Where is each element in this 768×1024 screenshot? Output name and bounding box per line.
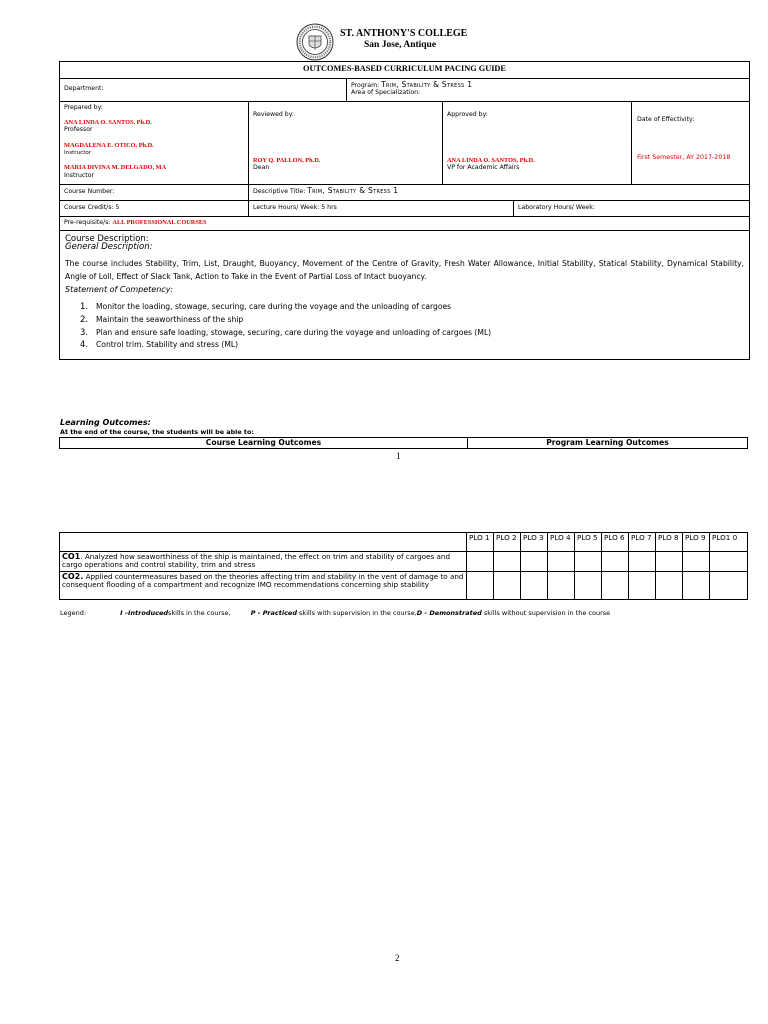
co-plo-matrix (59, 532, 748, 600)
table-row (60, 552, 748, 572)
competency-item: 1. Monitor the loading, stowage, securing, care during the voyage and the unloading of cargoes (80, 302, 452, 312)
guide-title: OUTCOMES-BASED CURRICULUM PACING GUIDE (303, 64, 506, 73)
department-label: Department: (64, 85, 104, 92)
prepared-label: Prepared by: (64, 104, 103, 111)
competency-item: 3. Plan and ensure safe loading, stowage, securing, care during the voyage and unloading of cargoes (ML) (80, 327, 492, 338)
program-field: Program: Trim, Stability & Stress 1 (351, 80, 473, 89)
co-cell: CO1. Analyzed how seaworthiness of the ship is maintained, the effect on trim and stability of cargoes and cargo operations and control stability, trim and stress (60, 552, 467, 572)
lab-hours-label: Laboratory Hours/ Week: (518, 204, 595, 211)
credits-label: Course Credit/s: 5 (64, 204, 120, 211)
col-program-outcomes: Program Learning Outcomes (468, 438, 748, 449)
descriptive-title-value: Trim, Stability & Stress 1 (307, 186, 399, 195)
college-location: San Jose, Antique (364, 40, 437, 50)
preparer-1-role: Professor (64, 126, 93, 133)
prerequisite-value: ALL PROFESSIONAL COURSES (112, 219, 207, 226)
descriptive-title-field: Descriptive Title: Trim, Stability & Stress 1 (253, 186, 399, 195)
plo-header: PLO 8 (656, 533, 683, 552)
plo-header: PLO 6 (602, 533, 629, 552)
plo-header: PLO 7 (629, 533, 656, 552)
college-seal (296, 23, 334, 61)
competency-label: Statement of Competency: (65, 285, 174, 294)
plo-header: PLO 2 (494, 533, 521, 552)
preparer-1-name: ANA LINDA O. SANTOS, Ph.D. (64, 119, 152, 126)
plo-header: PLO 1 (467, 533, 494, 552)
page-number: 2 (395, 953, 400, 963)
general-description-label: General Description: (65, 242, 153, 252)
general-description-text: The course includes Stability, Trim, List, Draught, Buoyancy, Movement of the Centre of Gravity, Fresh Water Allowance, Initial Stability, Statical Stability, Dynamical Stability, Angle of Loll, Effect of Slack Tank, Action to Take in the Event of Partial Loss of Intact buoyancy. (65, 259, 744, 281)
page-number: 1 (396, 451, 401, 461)
approved-label: Approved by: (447, 111, 488, 118)
effectivity-label: Date of Effectivity: (637, 116, 695, 123)
preparer-2-name: MAGDALENA E. OTICO, Ph.D. (64, 142, 154, 149)
legend: Legend: I –Introducedskills in the course, P - Practiced skills with supervision in the course,D - Demonstrated skills without supervision in the course (60, 609, 611, 617)
plo-header: PLO 5 (575, 533, 602, 552)
plo-header: PLO1 0 (710, 533, 748, 552)
learning-outcomes-table (59, 437, 748, 449)
course-description-label: Course Description: (65, 234, 149, 244)
plo-header: PLO 3 (521, 533, 548, 552)
approver-role: VP for Academic Affairs (447, 164, 520, 171)
reviewer-name: ROY Q. PALLON, Ph.D. (253, 157, 321, 164)
co-cell: CO2. Applied countermeasures based on the theories affecting trim and stability in the vent of damage to and consequent flooding of a compartment and recognize IMO recommendations concerning ship stability (60, 572, 467, 600)
prerequisite-field: Pre-requisite/s: ALL PROFESSIONAL COURSES (64, 219, 207, 226)
learning-outcomes-heading: Learning Outcomes: (60, 418, 151, 427)
reviewed-label: Reviewed by: (253, 111, 294, 118)
college-name: ST. ANTHONY'S COLLEGE (340, 28, 468, 39)
program-value: Trim, Stability & Stress 1 (381, 80, 473, 89)
competency-list (80, 301, 491, 352)
effectivity-value: First Semester, AY 2017-2018 (637, 154, 731, 161)
preparer-3-name: MARIA DIVINA M. DELGADO, MA (64, 164, 167, 171)
competency-item: 2. Maintain the seaworthiness of the ship (80, 314, 244, 325)
specialization-label: Area of Specialization: (351, 89, 421, 96)
col-course-outcomes: Course Learning Outcomes (60, 438, 468, 449)
lecture-hours-label: Lecture Hours/ Week: 5 hrs (253, 204, 337, 211)
plo-header: PLO 4 (548, 533, 575, 552)
preparer-2-role: Instructor (64, 150, 92, 156)
table-row (60, 572, 748, 600)
competency-item: 4. Control trim. Stability and stress (ML) (80, 340, 239, 351)
learning-outcomes-intro: At the end of the course, the students will be able to: (60, 428, 254, 436)
approver-name: ANA LINDA O. SANTOS, Ph.D. (447, 157, 535, 164)
course-number-label: Course Number: (64, 188, 115, 195)
plo-header: PLO 9 (683, 533, 710, 552)
preparer-3-role: Instructor (64, 172, 95, 179)
matrix-corner (60, 533, 467, 552)
reviewer-role: Dean (253, 164, 270, 171)
